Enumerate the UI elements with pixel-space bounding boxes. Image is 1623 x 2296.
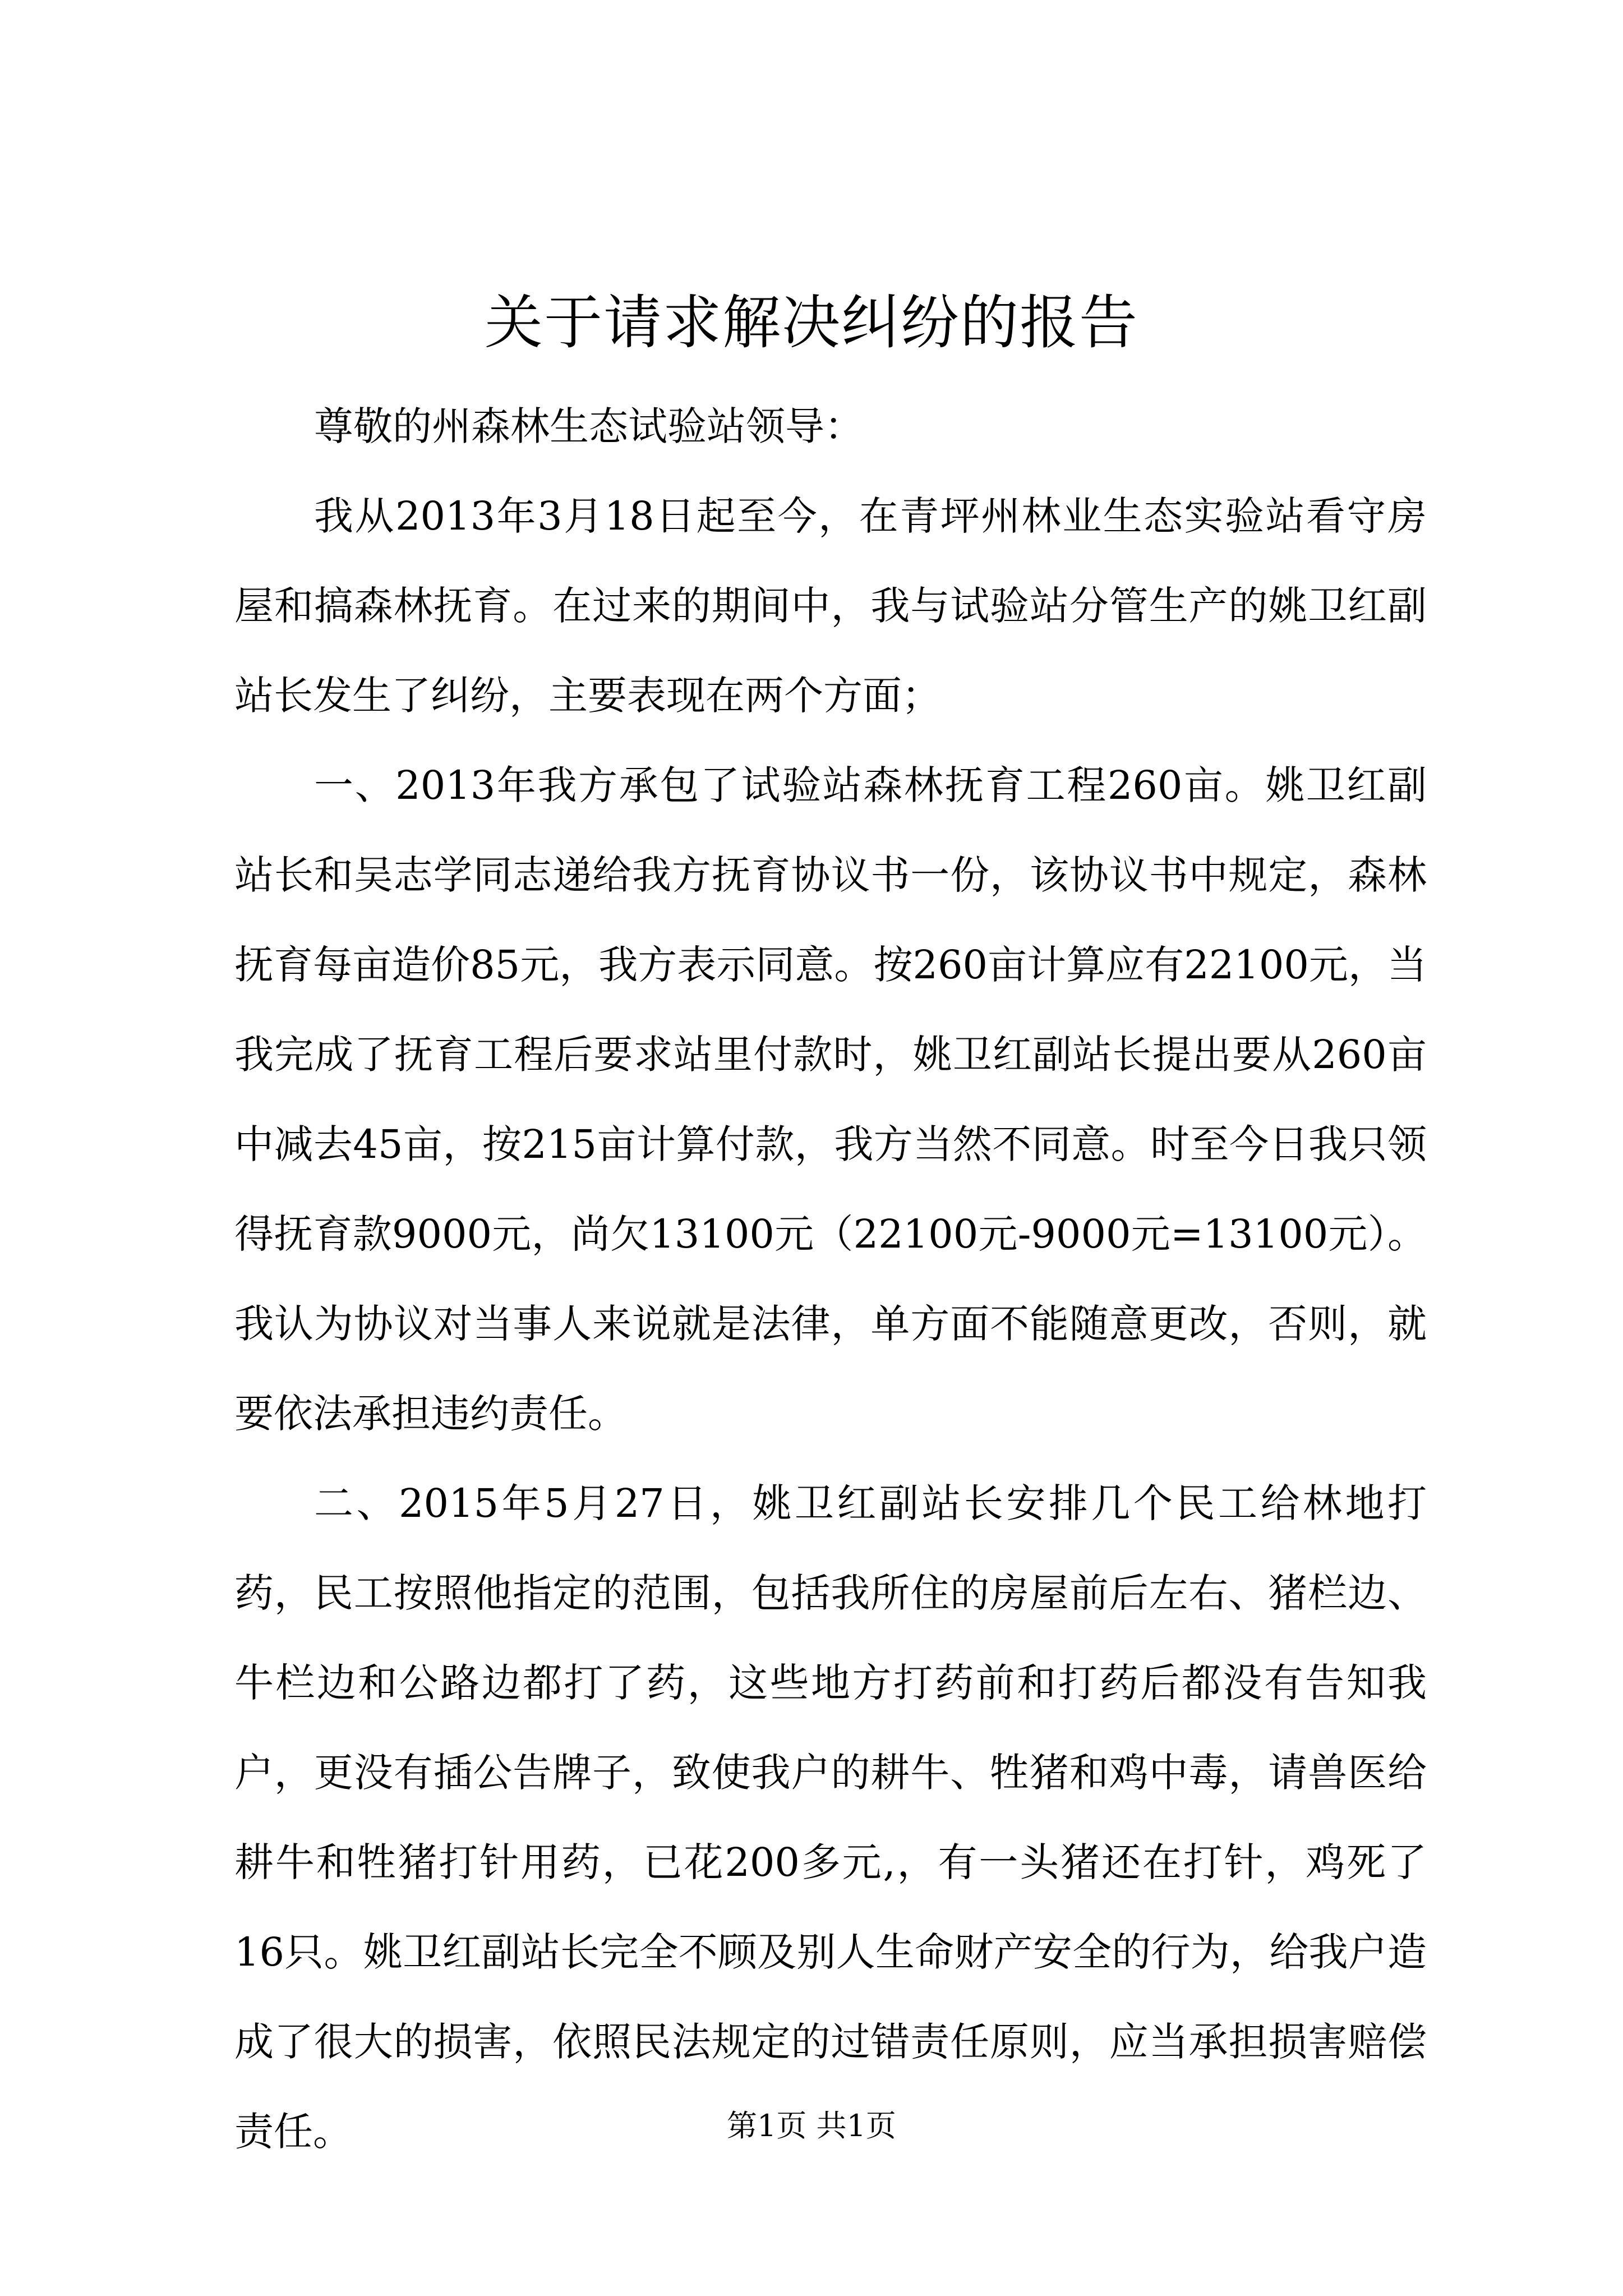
page-footer: 第1页 共1页 — [727, 2108, 896, 2143]
paragraph-point-one: 一、2013年我方承包了试验站森林抚育工程260亩。姚卫红副站长和吴志学同志递给我方抚育协议书一份，该协议书中规定，森林抚育每亩造价85元，我方表示同意。按260亩计算应有22100元，当我完成了抚育工程后要求站里付款时，姚卫红副站长提出要从260亩中减去45亩，按215亩计算付款，我方当然不同意。时至今日我只领得抚育款9000元，尚欠13100元（22100元-9000元=13100元）。我认为协议对当事人来说就是法律，单方面不能随意更改，否则，就要依法承担违约责任。 — [234, 762, 1427, 1437]
paragraph-point-two: 二、2015年5月27日，姚卫红副站长安排几个民工给林地打药，民工按照他指定的范围，包括我所住的房屋前后左右、猪栏边、牛栏边和公路边都打了药，这些地方打药前和打药后都没有告知我户，更没有插公告牌子，致使我户的耕牛、牲猪和鸡中毒，请兽医给耕牛和牲猪打针用药，已花200多元,，有一头猪还在打针，鸡死了16只。姚卫红副站长完全不顾及别人生命财产安全的行为，给我户造成了很大的损害，依照民法规定的过错责任原则，应当承担损害赔偿责任。 — [234, 1480, 1427, 2155]
paragraph-intro: 我从2013年3月18日起至今，在青坪州林业生态实验站看守房屋和搞森林抚育。在过来的期间中，我与试验站分管生产的姚卫红副站长发生了纠纷，主要表现在两个方面； — [234, 493, 1427, 719]
document-body — [234, 381, 1427, 2177]
document-title: 关于请求解决纠纷的报告 — [484, 288, 1138, 357]
salutation: 尊敬的州森林生态试验站领导： — [314, 403, 864, 449]
